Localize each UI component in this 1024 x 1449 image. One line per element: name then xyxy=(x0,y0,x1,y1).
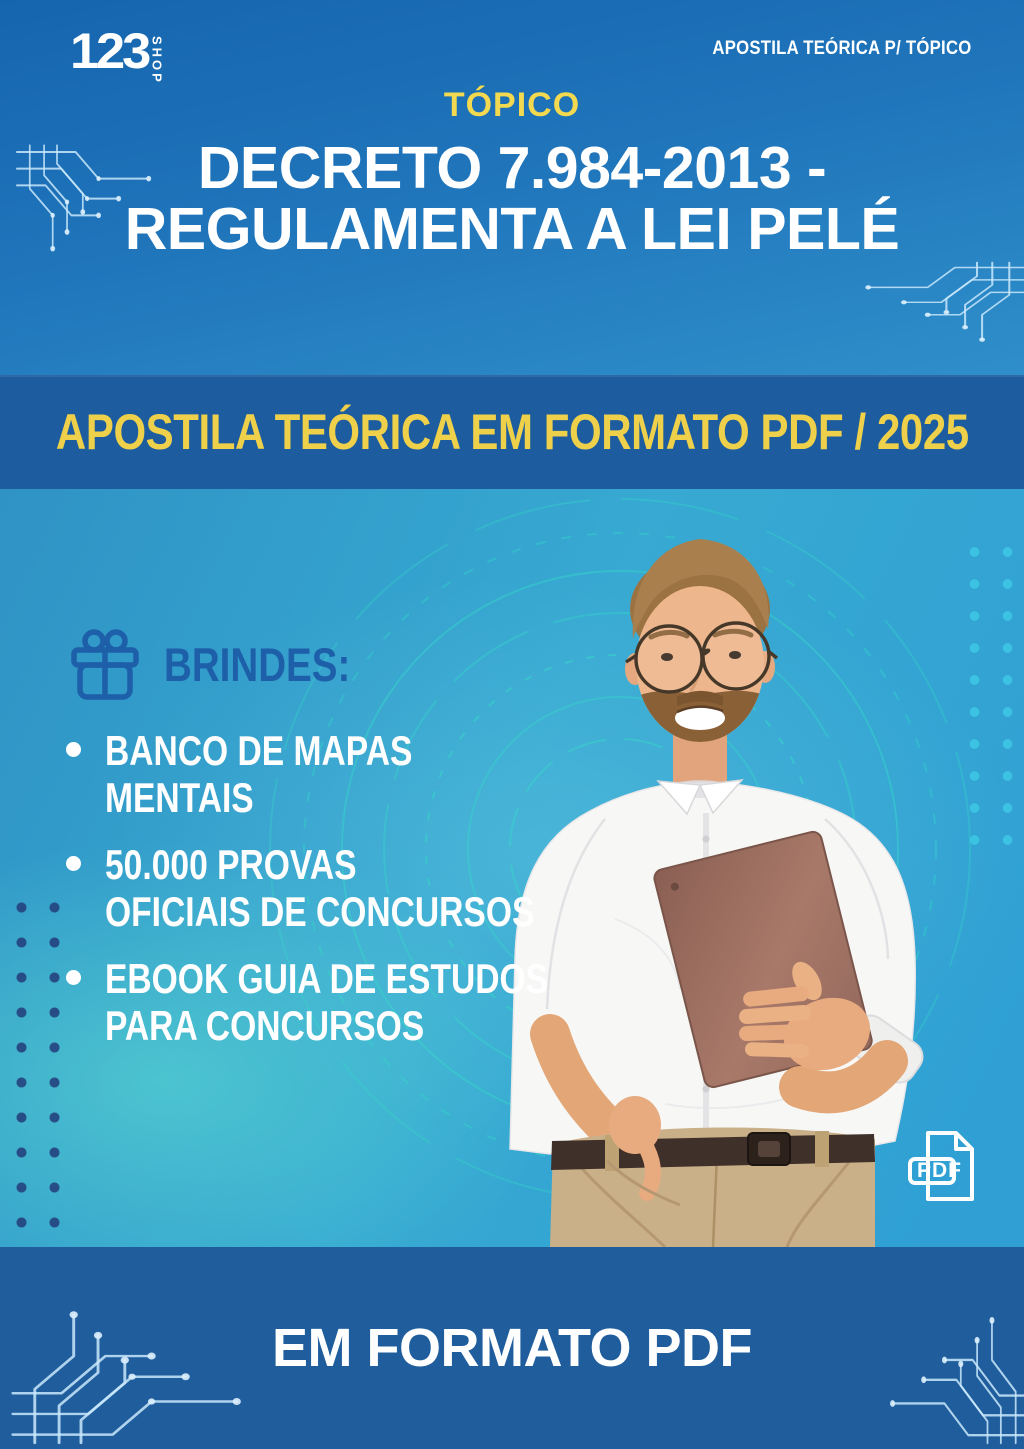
footer-section xyxy=(0,1247,1024,1449)
circuit-decoration-top-left xyxy=(14,142,186,292)
shop-logo xyxy=(70,23,165,85)
list-item xyxy=(66,841,659,935)
kicker-label: TÓPICO xyxy=(443,86,581,124)
list-item xyxy=(66,955,659,1049)
circuit-decoration-right xyxy=(824,260,1024,372)
banner-strip xyxy=(0,375,1024,489)
gifts-heading xyxy=(66,625,659,703)
logo-number: 123 xyxy=(70,23,149,79)
gift-item-text: PARA CONCURSOS xyxy=(105,1002,425,1050)
title-line-2: REGULAMENTA A LEI PELÉ xyxy=(124,196,900,263)
gift-item-text: OFICIAIS DE CONCURSOS xyxy=(105,888,535,936)
pdf-file-icon xyxy=(898,1125,984,1211)
title-line-1: DECRETO 7.984-2013 - xyxy=(197,135,827,201)
circuit-decoration-bottom-left xyxy=(8,1261,300,1447)
dot-grid-left xyxy=(5,890,73,1240)
logo-word: SHOP xyxy=(149,36,165,85)
gifts-block xyxy=(66,625,659,1069)
bullet-dot xyxy=(66,856,81,871)
gift-item-text: 50.000 PROVAS xyxy=(105,841,357,889)
banner-text: APOSTILA TEÓRICA EM FORMATO PDF / 2025 xyxy=(55,404,969,460)
header-section xyxy=(0,0,1024,375)
list-item xyxy=(66,727,659,821)
gift-list xyxy=(66,727,659,1049)
gift-item-text: BANCO DE MAPAS xyxy=(105,727,413,774)
corner-label: APOSTILA TEÓRICA P/ TÓPICO xyxy=(712,38,972,59)
bullet-dot xyxy=(66,970,81,985)
circuit-decoration-bottom-right xyxy=(854,1269,1024,1447)
gift-icon xyxy=(66,625,144,703)
person-pants xyxy=(550,1128,875,1247)
gifts-heading-label: BRINDES: xyxy=(164,637,351,691)
footer-text: EM FORMATO PDF xyxy=(272,1318,752,1378)
main-section xyxy=(0,489,1024,1247)
bullet-dot xyxy=(66,742,81,757)
gift-item-text: MENTAIS xyxy=(105,774,254,822)
svg-text:PDF: PDF xyxy=(917,1159,962,1182)
gift-item-text: EBOOK GUIA DE ESTUDOS xyxy=(105,955,549,1003)
dot-grid-right xyxy=(958,536,1024,858)
